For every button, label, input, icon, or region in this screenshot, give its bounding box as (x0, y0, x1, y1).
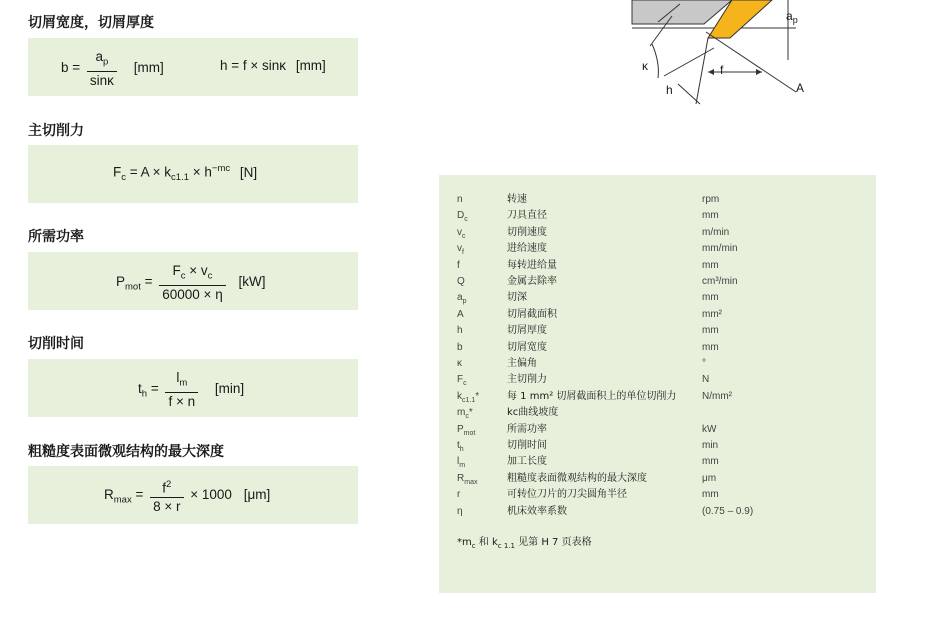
frac-num: l (176, 370, 180, 385)
th-eq: = (147, 380, 159, 396)
frac-num: a (95, 49, 104, 64)
fc-tail: × h (189, 164, 212, 180)
legend-unit: mm (702, 325, 719, 337)
legend-unit: mm (702, 210, 719, 222)
symbol-main: b (457, 341, 463, 353)
symbol-legend (439, 175, 876, 593)
frac-num-sup: 2 (166, 479, 172, 490)
legend-unit: N/mm² (702, 390, 732, 402)
arrow-head (756, 69, 762, 75)
legend-unit: (0.75 – 0.9) (702, 505, 754, 517)
symbol-main: η (457, 505, 463, 517)
legend-description: 机床效率系数 (507, 505, 567, 517)
pmot-eq: = (140, 273, 153, 289)
legend-unit: kW (702, 423, 717, 435)
label-ap: $a_p$ (786, 9, 798, 25)
th-lhs: t (138, 380, 142, 396)
legend-unit: rpm (702, 194, 720, 205)
leader-line-A (706, 32, 796, 92)
frac-num: f (162, 480, 167, 496)
legend-row (439, 241, 876, 257)
symbol-main: Q (457, 276, 465, 287)
legend-row (439, 274, 876, 290)
formula-roughness (104, 477, 270, 514)
symbol-main: A (457, 308, 464, 320)
fc-mid: = A × k (126, 164, 172, 180)
kappa-arc (652, 44, 658, 78)
symbol-sub: m (459, 462, 466, 470)
fraction (159, 263, 225, 302)
formula-h-text: h = f × sinκ (220, 58, 287, 73)
legend-description: 切削速度 (507, 226, 547, 238)
legend-unit: mm (702, 489, 719, 501)
legend-row (439, 454, 876, 470)
symbol-mark: * (475, 390, 480, 402)
note-suffix: 见第 H 7 页表格 (514, 537, 592, 548)
legend-symbol (457, 192, 463, 208)
formula-b-unit: [mm] (133, 59, 164, 75)
legend-unit: mm (702, 456, 719, 468)
symbol-sub: p (462, 298, 467, 306)
legend-unit: mm² (702, 308, 722, 320)
legend-description: 金属去除率 (507, 276, 557, 287)
section-heading-cutting-time: 切削时间 (28, 336, 84, 352)
legend-description: 切屑宽度 (507, 341, 547, 353)
legend-row (439, 290, 876, 306)
label-f: f (720, 63, 724, 77)
legend-row (439, 422, 876, 438)
legend-row (439, 208, 876, 224)
fc-unit: [N] (239, 164, 258, 180)
legend-row (439, 356, 876, 372)
legend-row (439, 487, 876, 503)
legend-description: 切屑厚度 (507, 325, 547, 337)
legend-symbol (457, 356, 462, 372)
th-unit: [min] (214, 380, 245, 396)
fraction (150, 477, 183, 514)
frac-num-a-sub: c (180, 270, 186, 282)
legend-unit: mm/min (702, 243, 738, 255)
legend-symbol (457, 258, 460, 274)
legend-row (439, 389, 876, 405)
label-h: h (666, 83, 673, 97)
frac-den: 60000 × η (162, 286, 223, 302)
legend-description: 每转进给量 (507, 259, 557, 271)
formula-h-unit: [mm] (295, 58, 326, 73)
section-heading-chip-width-thickness: 切屑宽度，切屑厚度 (28, 15, 154, 31)
legend-symbol (457, 323, 463, 339)
formula-box-cutting-time (28, 359, 358, 417)
symbol-main: κ (457, 358, 462, 369)
legend-symbol (457, 504, 463, 520)
frac-den: sinκ (89, 72, 114, 88)
symbol-main: k (457, 390, 462, 402)
h-leader-line (678, 84, 700, 104)
legend-unit: N (702, 374, 710, 386)
label-kappa: κ (642, 59, 648, 73)
legend-description: 主切削力 (507, 374, 547, 386)
legend-unit: m/min (702, 226, 730, 238)
legend-description: 切深 (507, 292, 527, 304)
legend-row (439, 340, 876, 356)
fraction (165, 370, 198, 409)
frac-den: f × n (168, 393, 196, 409)
formula-cutting-time (138, 370, 244, 409)
cutting-geometry-diagram (600, 0, 840, 112)
legend-symbol (457, 340, 463, 356)
footnote (457, 533, 592, 550)
tool-body (632, 0, 732, 24)
symbol-sub: f (462, 249, 464, 257)
legend-row (439, 438, 876, 454)
legend-row (439, 323, 876, 339)
pmot-unit: [kW] (238, 273, 266, 289)
section-heading-roughness: 粗糙度表面微观结构的最大深度 (28, 444, 224, 460)
legend-description: 转速 (507, 194, 527, 205)
symbol-main: F (457, 374, 464, 386)
symbol-main: P (457, 423, 464, 435)
frac-num-sub: p (103, 56, 109, 68)
legend-unit: mm (702, 341, 719, 353)
fc-lhs-sub: c (121, 172, 126, 184)
symbol-main: a (457, 292, 463, 304)
note-prefix-sub: c (471, 542, 476, 550)
h-dimension-line (664, 48, 714, 76)
symbol-main: R (457, 472, 465, 484)
fraction (87, 49, 117, 88)
symbol-main: r (457, 489, 461, 501)
formula-power (116, 263, 265, 302)
symbol-sub: max (464, 478, 478, 486)
legend-symbol (457, 307, 464, 323)
symbol-sub: c1.1 (462, 396, 476, 404)
legend-symbol (457, 274, 465, 290)
symbol-main: t (457, 440, 460, 451)
label-A: A (796, 81, 805, 95)
legend-row (439, 504, 876, 520)
formula-b-lhs: b = (61, 59, 81, 75)
frac-num-sub: m (179, 377, 188, 389)
symbol-sub: c (465, 413, 469, 421)
legend-description: 加工长度 (507, 456, 547, 468)
legend-row (439, 372, 876, 388)
formula-chip-width (61, 49, 164, 88)
formula-box-roughness (28, 466, 358, 524)
legend-description: 主偏角 (507, 358, 537, 369)
th-lhs-sub: h (141, 388, 148, 400)
legend-description: kc曲线坡度 (507, 407, 559, 419)
legend-unit: min (702, 440, 719, 451)
symbol-sub: c (463, 380, 467, 388)
legend-description: 所需功率 (507, 423, 547, 435)
symbol-sub: c (462, 232, 466, 240)
rmax-unit: [μm] (243, 486, 271, 502)
legend-symbol (457, 487, 460, 503)
legend-description: 切屑截面积 (507, 308, 557, 320)
symbol-main: v (457, 226, 462, 238)
pmot-lhs-sub: mot (125, 281, 141, 293)
fc-k-sub: c1.1 (171, 172, 190, 184)
formula-box-chip-dimensions (28, 38, 358, 96)
legend-description: 切削时间 (507, 440, 547, 451)
legend-row (439, 258, 876, 274)
note-mid-sub: c 1.1 (497, 542, 515, 550)
pmot-lhs: P (116, 273, 126, 289)
fc-lhs: F (113, 164, 122, 180)
legend-row (439, 192, 876, 208)
symbol-main: l (457, 456, 460, 468)
note-mid: 和 k (475, 537, 498, 548)
frac-num-mid: × v (185, 263, 208, 278)
symbol-main: D (457, 210, 465, 222)
frac-num-b-sub: c (207, 270, 213, 282)
symbol-main: m (457, 407, 466, 419)
frac-den: 8 × r (153, 498, 181, 514)
rmax-lhs: R (104, 486, 114, 502)
symbol-main: f (457, 259, 460, 271)
frac-num-a: F (172, 263, 181, 278)
legend-description: 粗糙度表面微观结构的最大深度 (507, 472, 647, 484)
section-heading-power: 所需功率 (28, 229, 84, 245)
legend-row (439, 307, 876, 323)
fc-exp: −mc (211, 163, 231, 174)
symbol-main: h (457, 325, 463, 337)
legend-unit: ° (702, 358, 706, 369)
legend-unit: μm (702, 472, 717, 484)
formula-chip-thickness (220, 58, 326, 73)
rmax-lhs-sub: max (113, 494, 132, 506)
legend-unit: mm (702, 259, 719, 271)
legend-row (439, 471, 876, 487)
legend-description: 进给速度 (507, 243, 547, 255)
formula-box-cutting-force (28, 145, 358, 203)
rmax-eq: = (131, 486, 144, 502)
arrow-head (708, 69, 714, 75)
formula-cutting-force (113, 163, 257, 183)
legend-row (439, 225, 876, 241)
symbol-mark: * (468, 407, 473, 419)
vertical-guide (696, 38, 708, 104)
legend-row (439, 405, 876, 421)
formula-box-power (28, 252, 358, 310)
legend-description: 刀具直径 (507, 210, 547, 222)
legend-description: 每 1 mm² 切屑截面积上的单位切削力 (507, 390, 677, 402)
legend-unit: cm³/min (702, 276, 738, 287)
symbol-main: n (457, 194, 463, 205)
legend-unit: mm (702, 292, 719, 304)
symbol-sub: c (464, 216, 468, 224)
symbol-sub: h (459, 446, 464, 453)
note-prefix: *m (457, 537, 472, 548)
legend-description: 可转位刀片的刀尖圆角半径 (507, 489, 627, 501)
symbol-sub: mot (463, 429, 476, 437)
rmax-tail: × 1000 (190, 486, 232, 502)
symbol-main: v (457, 243, 462, 255)
section-heading-cutting-force: 主切削力 (28, 123, 84, 139)
